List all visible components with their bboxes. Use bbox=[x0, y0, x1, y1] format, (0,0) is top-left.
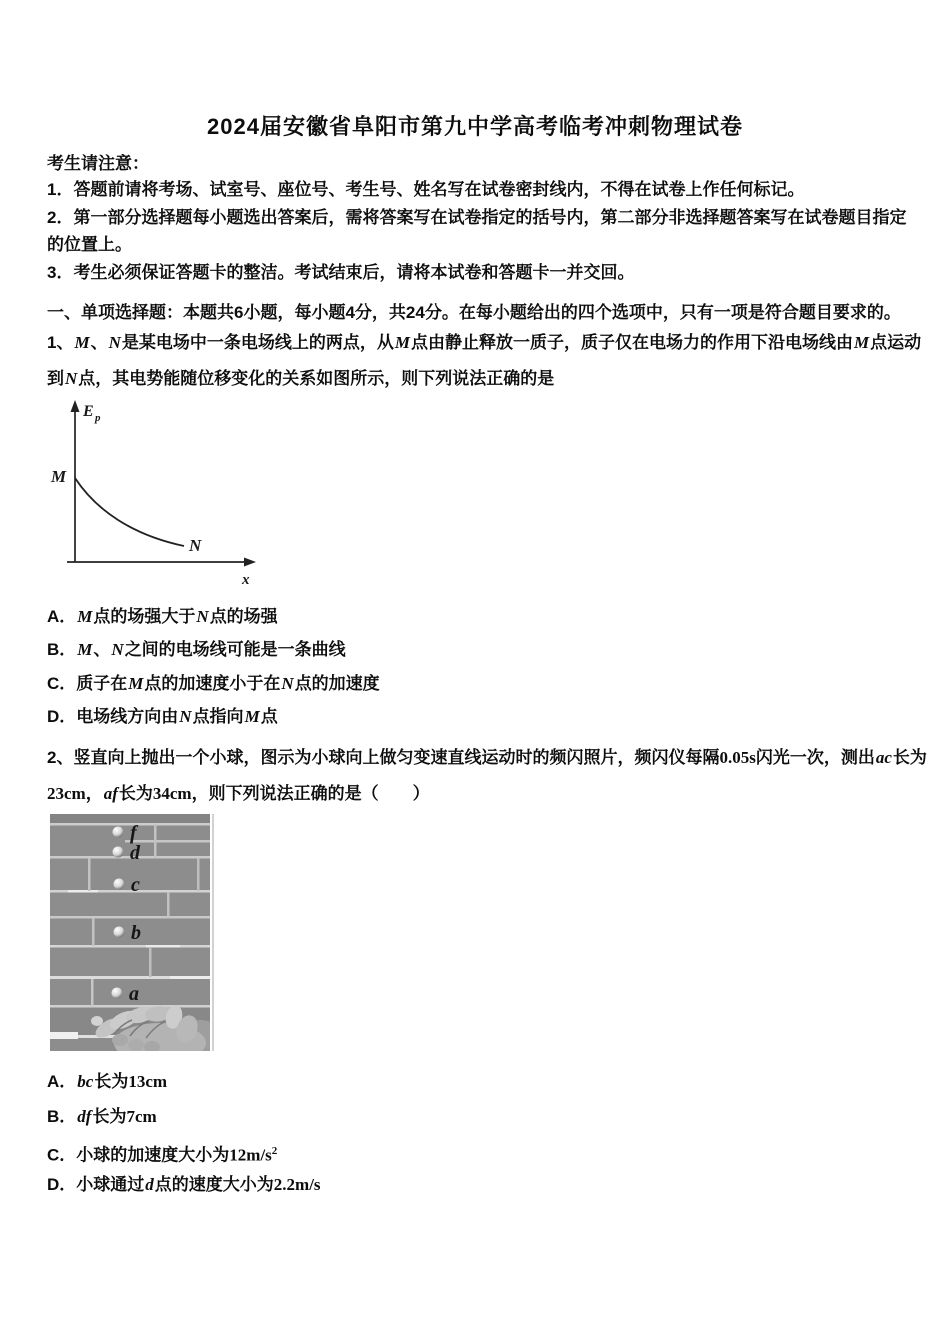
ep-x-graph bbox=[40, 398, 265, 590]
y-axis-arrow-icon bbox=[71, 400, 80, 412]
notice-item-1: 1．答题前请将考场、试室号、座位号、考生号、姓名写在试卷密封线内，不得在试卷上作任何标记。 bbox=[47, 180, 805, 199]
ball-a-label: a bbox=[129, 983, 139, 1005]
q1-option-d: D．电场线方向由N点指向M点 bbox=[47, 707, 278, 726]
point-m-label: M bbox=[51, 467, 67, 486]
ball-c-label: c bbox=[131, 874, 140, 896]
ball-c bbox=[114, 879, 125, 890]
q1-option-b: B．M、N之间的电场线可能是一条曲线 bbox=[47, 640, 346, 659]
q2-option-a: A．bc长为13cm bbox=[47, 1072, 168, 1091]
y-axis-label-subscript: p bbox=[95, 412, 101, 424]
ball-f bbox=[113, 827, 124, 838]
notice-item-2: 2．第一部分选择题每小题选出答案后，需将答案写在试卷指定的括号内，第二部分非选择题答案写在试卷题目指定的位置上。 bbox=[47, 207, 907, 254]
notice-heading: 考生请注意： bbox=[47, 154, 149, 173]
ball-d-label: d bbox=[130, 842, 140, 864]
q1-option-a: A．M点的场强大于N点的场强 bbox=[47, 607, 278, 626]
q2-option-c: C．小球的加速度大小为$12m/s^2$ bbox=[47, 1145, 278, 1165]
q2-option-b: B．df长为7cm bbox=[47, 1107, 157, 1126]
x-axis-arrow-icon bbox=[244, 558, 256, 567]
q1-option-c: C．质子在M点的加速度小于在N点的加速度 bbox=[47, 674, 380, 693]
ball-d bbox=[113, 847, 124, 858]
y-axis-label: E bbox=[83, 403, 94, 420]
question-2-stem: 2、竖直向上抛出一个小球，图示为小球向上做匀变速直线运动时的频闪照片，频闪仪每隔0.05s闪光一次，测出ac长为23cm，af长为34cm，则下列说法正确的是（ ） bbox=[47, 748, 927, 803]
question-1-stem: 1、M、N是某电场中一条电场线上的两点，从M点由静止释放一质子，质子仅在电场力的作用下沿电场线由M点运动到N点，其电势能随位移变化的关系如图所示，则下列说法正确的是 bbox=[47, 333, 922, 388]
ball-b-label: b bbox=[131, 922, 141, 944]
ep-curve bbox=[75, 478, 184, 546]
ball-f-label: f bbox=[130, 822, 137, 844]
x-axis-label: x bbox=[242, 572, 250, 588]
ball-b bbox=[114, 927, 125, 938]
strobe-photo bbox=[50, 814, 210, 1051]
notice-item-3: 3．考生必须保证答题卡的整洁。考试结束后，请将本试卷和答题卡一并交回。 bbox=[47, 262, 635, 282]
point-n-label: N bbox=[189, 536, 202, 555]
exam-title: 2024届安徽省阜阳市第九中学高考临考冲刺物理试卷 bbox=[207, 114, 743, 139]
notice-list bbox=[47, 176, 915, 286]
ball-a bbox=[112, 988, 123, 999]
section-one-header: 一、单项选择题：本题共6小题，每小题4分，共24分。在每小题给出的四个选项中，只有一项是符合题目要求的。 bbox=[47, 303, 901, 322]
photo-edge-line bbox=[212, 814, 214, 1051]
q2-option-d: D．小球通过d点的速度大小为2.2m/s bbox=[47, 1175, 321, 1194]
